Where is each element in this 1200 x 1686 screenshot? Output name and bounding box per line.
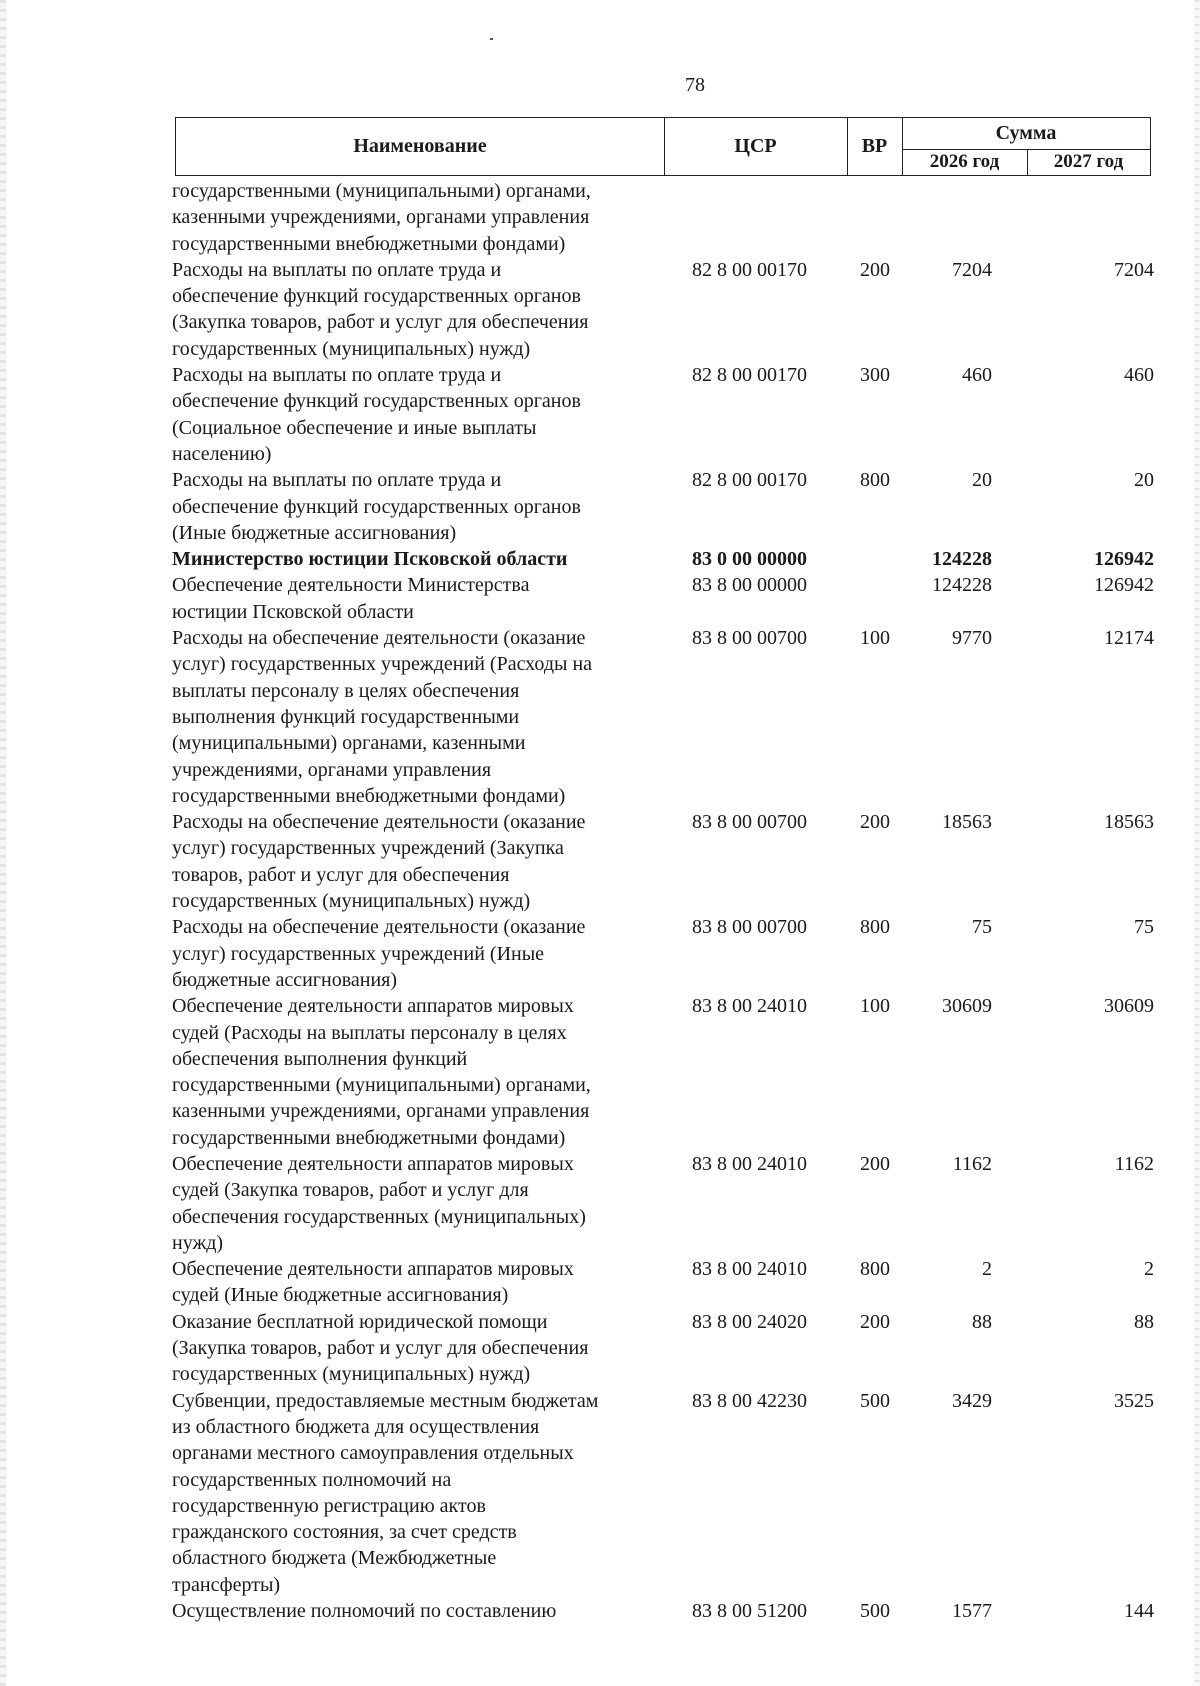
row-vr: 100 <box>860 995 890 1018</box>
row-name: Субвенции, предоставляемые местным бюджетам из областного бюджета для осуществления органами местного самоуправления отдельных государственных полномочий на государственную регистрацию актов гражданского состояния, за счет средств областного бюджета (Межбюджетные трансферты) <box>172 1389 599 1596</box>
row-vr: 800 <box>860 916 890 939</box>
row-amount-2026: 75 <box>972 916 992 939</box>
row-csr: 83 8 00 24010 <box>692 1152 807 1175</box>
row-amount-2027: 126942 <box>1094 574 1154 597</box>
row-amount-2026: 3429 <box>952 1389 992 1412</box>
row-csr: 83 8 00 24020 <box>692 1310 807 1333</box>
row-csr: 83 8 00 00700 <box>692 811 807 834</box>
table-row <box>172 1151 1154 1256</box>
row-csr: 83 8 00 42230 <box>692 1389 807 1412</box>
header-year-2026: 2026 год <box>902 149 1028 175</box>
row-vr: 200 <box>860 258 890 281</box>
row-amount-2027: 20 <box>1134 469 1154 492</box>
row-amount-2026: 124228 <box>932 548 992 571</box>
table-row <box>172 809 1154 914</box>
row-name: Обеспечение деятельности аппаратов мировых судей (Иные бюджетные ассигнования) <box>172 1258 574 1307</box>
row-amount-2027: 7204 <box>1114 258 1154 281</box>
table-row <box>172 1256 1154 1309</box>
row-name: Обеспечение деятельности Министерства юстиции Псковской области <box>172 574 530 623</box>
table-row <box>172 257 1154 362</box>
row-name: Оказание бесплатной юридической помощи (Закупка товаров, работ и услуг для обеспечения государственных (муниципальных) нужд) <box>172 1310 589 1386</box>
table-row <box>172 178 1154 257</box>
row-amount-2027: 1162 <box>1114 1152 1154 1175</box>
row-csr: 83 8 00 00700 <box>692 916 807 939</box>
row-amount-2026: 2 <box>982 1258 992 1281</box>
row-amount-2026: 124228 <box>932 574 992 597</box>
table-row <box>172 572 1154 625</box>
row-amount-2026: 9770 <box>952 627 992 650</box>
row-amount-2027: 126942 <box>1094 548 1154 571</box>
table-row <box>172 467 1154 546</box>
row-csr: 83 8 00 24010 <box>692 1258 807 1281</box>
row-vr: 300 <box>860 364 890 387</box>
row-amount-2026: 1577 <box>952 1600 992 1623</box>
row-csr: 83 0 00 00000 <box>692 548 807 571</box>
table-header <box>175 117 1151 176</box>
row-vr: 200 <box>860 1310 890 1333</box>
row-vr: 100 <box>860 627 890 650</box>
row-csr: 82 8 00 00170 <box>692 258 807 281</box>
table-row <box>172 1598 1154 1624</box>
row-amount-2027: 75 <box>1134 916 1154 939</box>
page-number: 78 <box>685 74 705 96</box>
table-row <box>172 625 1154 809</box>
row-csr: 82 8 00 00170 <box>692 364 807 387</box>
row-vr: 800 <box>860 469 890 492</box>
row-name: Обеспечение деятельности аппаратов мировых судей (Закупка товаров, работ и услуг для обеспечения государственных (муниципальных) нужд) <box>172 1152 586 1254</box>
row-name: Расходы на выплаты по оплате труда и обеспечение функций государственных органов (Социальное обеспечение и иные выплаты населению) <box>172 364 581 465</box>
table-body <box>172 178 1154 1624</box>
table-row <box>172 914 1154 993</box>
row-amount-2026: 460 <box>962 364 992 387</box>
header-year-2027: 2027 год <box>1053 151 1124 172</box>
row-amount-2027: 12174 <box>1104 627 1154 650</box>
scan-edge-left <box>0 0 6 1686</box>
header-name: Наименование <box>176 118 665 175</box>
row-name: Осуществление полномочий по составлению <box>172 1600 557 1623</box>
row-vr: 500 <box>860 1389 890 1412</box>
row-amount-2027: 18563 <box>1104 811 1154 834</box>
scan-edge-right <box>1194 0 1200 1686</box>
scan-speck <box>490 38 493 40</box>
row-name: Расходы на обеспечение деятельности (оказание услуг) государственных учреждений (Закупка товаров, работ и услуг для обеспечения государственных (муниципальных) нужд) <box>172 811 586 913</box>
table-row <box>172 1309 1154 1388</box>
header-csr: ЦСР <box>664 118 848 175</box>
row-csr: 83 8 00 00000 <box>692 574 807 597</box>
row-amount-2027: 460 <box>1124 364 1154 387</box>
row-name: Расходы на обеспечение деятельности (оказание услуг) государственных учреждений (Иные бюджетные ассигнования) <box>172 916 586 991</box>
row-amount-2026: 30609 <box>942 995 992 1018</box>
row-vr: 500 <box>860 1600 890 1623</box>
row-csr: 82 8 00 00170 <box>692 469 807 492</box>
row-name: Расходы на выплаты по оплате труда и обеспечение функций государственных органов (Закупка товаров, работ и услуг для обеспечения государственных (муниципальных) нужд) <box>172 258 589 360</box>
header-vr: ВР <box>847 118 903 175</box>
table-row <box>172 1388 1154 1598</box>
row-amount-2026: 18563 <box>942 811 992 834</box>
row-vr: 200 <box>860 811 890 834</box>
table-row <box>172 993 1154 1151</box>
row-name: Обеспечение деятельности аппаратов мировых судей (Расходы на выплаты персоналу в целях обеспечения выполнения функций государственными (муниципальными) органами, казенными учреждениями, органами управления государственными внебюджетными фондами) <box>172 995 591 1149</box>
row-csr: 83 8 00 51200 <box>692 1600 807 1623</box>
row-name: Расходы на выплаты по оплате труда и обеспечение функций государственных органов (Иные бюджетные ассигнования) <box>172 469 581 544</box>
table-row-ministry-total <box>172 546 1154 572</box>
row-amount-2027: 2 <box>1144 1258 1154 1281</box>
row-amount-2026: 20 <box>972 469 992 492</box>
row-vr: 200 <box>860 1152 890 1175</box>
row-amount-2027: 3525 <box>1114 1389 1154 1412</box>
row-amount-2026: 7204 <box>952 258 992 281</box>
table-row <box>172 362 1154 467</box>
row-amount-2027: 30609 <box>1104 995 1154 1018</box>
row-name: Министерство юстиции Псковской области <box>172 548 568 571</box>
row-vr: 800 <box>860 1258 890 1281</box>
row-csr: 83 8 00 24010 <box>692 995 807 1018</box>
row-amount-2027: 88 <box>1134 1310 1154 1333</box>
row-csr: 83 8 00 00700 <box>692 627 807 650</box>
row-name: государственными (муниципальными) органами, казенными учреждениями, органами управления государственными внебюджетными фондами) <box>172 180 591 255</box>
row-amount-2027: 144 <box>1124 1600 1154 1623</box>
row-amount-2026: 1162 <box>952 1152 992 1175</box>
header-sum: Сумма <box>902 118 1150 150</box>
row-amount-2026: 88 <box>972 1310 992 1333</box>
row-name: Расходы на обеспечение деятельности (оказание услуг) государственных учреждений (Расходы на выплаты персоналу в целях обеспечения выполнения функций государственными (муниципальными) органами, казенными учреждениями, органами управления государственными внебюджетными фондами) <box>172 627 593 807</box>
